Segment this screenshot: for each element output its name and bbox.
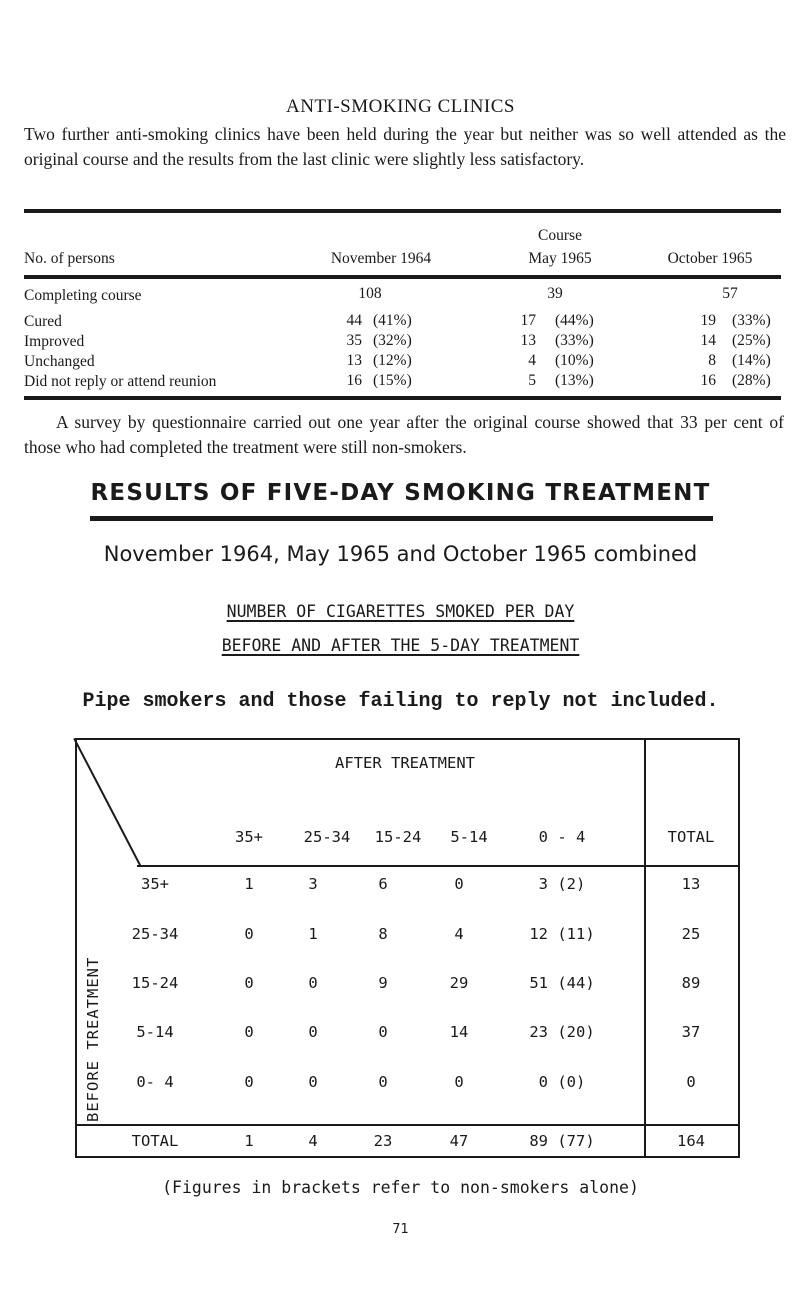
results-title-underline (90, 516, 713, 521)
matrix-cell: 1 (308, 925, 318, 943)
row-label-25-34: 25-34 (131, 925, 179, 943)
col-header-5-14: 5-14 (450, 828, 488, 846)
completing-may: 39 (547, 285, 563, 302)
matrix-top-border (75, 738, 740, 740)
total-row-cell: 89 (77) (529, 1132, 595, 1150)
unchanged-may-pct: (10%) (555, 352, 594, 369)
row-label-improved: Improved (24, 333, 85, 350)
matrix-cell: 0 (308, 1073, 318, 1091)
cured-oct-pct: (33%) (732, 312, 771, 329)
matrix-cell: 29 (449, 974, 469, 992)
brackets-footnote: (Figures in brackets refer to non-smokers alone) (162, 1178, 639, 1197)
cigarettes-heading-line2: BEFORE AND AFTER THE 5-DAY TREATMENT (221, 636, 580, 655)
matrix-corner-diagonal (74, 738, 141, 866)
improved-oct-pct: (25%) (732, 332, 771, 349)
matrix-cell: 8 (378, 925, 388, 943)
improved-may-pct: (33%) (555, 332, 594, 349)
noreply-may-pct: (13%) (555, 372, 594, 389)
matrix-cell: 0 (454, 875, 464, 893)
total-row-cell: 4 (308, 1132, 318, 1150)
matrix-header-divider (137, 865, 740, 867)
results-title: RESULTS OF FIVE-DAY SMOKING TREATMENT (90, 480, 711, 506)
noreply-nov-count: 16 (346, 372, 362, 389)
matrix-cell: 6 (378, 875, 388, 893)
cured-oct-count: 19 (700, 312, 716, 329)
cured-nov-count: 44 (346, 312, 362, 329)
col-header-0-4: 0 - 4 (538, 828, 586, 846)
unchanged-nov-pct: (12%) (373, 352, 412, 369)
col-header-total: TOTAL (667, 828, 715, 846)
header-rule (24, 275, 781, 279)
improved-nov-pct: (32%) (373, 332, 412, 349)
matrix-cell: 3 (2) (538, 875, 586, 893)
noreply-oct-pct: (28%) (732, 372, 771, 389)
matrix-cell: 12 (11) (529, 925, 595, 943)
intro-paragraph: Two further anti-smoking clinics have been held during the year but neither was so well attended as the original course and the results from the last clinic were slightly less satisfactory. (24, 124, 786, 169)
row-header-label: No. of persons (24, 250, 115, 267)
results-subtitle: November 1964, May 1965 and October 1965 combined (103, 542, 698, 566)
matrix-total-row-divider (75, 1124, 740, 1126)
column-header-oct-1965: October 1965 (667, 250, 753, 267)
improved-nov-count: 35 (346, 332, 362, 349)
matrix-cell: 51 (44) (529, 974, 595, 992)
completing-course-label: Completing course (24, 287, 142, 304)
row-label-35plus: 35+ (141, 875, 169, 893)
col-header-35plus: 35+ (235, 828, 263, 846)
row-total: 89 (681, 974, 701, 992)
matrix-cell: 0 (308, 1023, 318, 1041)
matrix-left-border (75, 738, 77, 1158)
course-results-table (0, 0, 801, 400)
cured-may-pct: (44%) (555, 312, 594, 329)
column-header-nov-1964: November 1964 (330, 250, 432, 267)
matrix-cell: 0 (454, 1073, 464, 1091)
matrix-cell: 9 (378, 974, 388, 992)
row-total: 25 (681, 925, 701, 943)
cigarettes-heading-line1: NUMBER OF CIGARETTES SMOKED PER DAY (226, 602, 575, 621)
col-header-15-24: 15-24 (374, 828, 422, 846)
exclusion-note: Pipe smokers and those failing to reply not included. (82, 690, 719, 713)
noreply-nov-pct: (15%) (373, 372, 412, 389)
total-row-cell: 47 (449, 1132, 469, 1150)
matrix-cell: 3 (308, 875, 318, 893)
after-treatment-label: AFTER TREATMENT (335, 754, 475, 772)
completing-oct: 57 (722, 285, 738, 302)
matrix-cell: 0 (0) (538, 1073, 586, 1091)
row-total: 0 (686, 1073, 696, 1091)
row-label-5-14: 5-14 (136, 1023, 174, 1041)
total-row-cell: 1 (244, 1132, 254, 1150)
matrix-cell: 14 (449, 1023, 469, 1041)
completing-nov: 108 (358, 285, 382, 302)
page-title: ANTI-SMOKING CLINICS (285, 96, 516, 117)
matrix-cell: 0 (244, 1073, 254, 1091)
row-label-cured: Cured (24, 313, 62, 330)
before-treatment-label: BEFORE TREATMENT (84, 956, 102, 1122)
matrix-cell: 0 (244, 925, 254, 943)
column-header-may-1965: May 1965 (528, 250, 592, 267)
total-row-cell: 23 (373, 1132, 393, 1150)
grand-total: 164 (677, 1132, 705, 1150)
row-label-unchanged: Unchanged (24, 353, 95, 370)
treatment-matrix-table (75, 738, 740, 1158)
matrix-bottom-border (75, 1156, 740, 1158)
matrix-cell: 0 (378, 1073, 388, 1091)
matrix-cell: 0 (244, 974, 254, 992)
matrix-right-border (738, 738, 740, 1158)
row-label-0-4: 0- 4 (136, 1073, 174, 1091)
cured-nov-pct: (41%) (373, 312, 412, 329)
noreply-oct-count: 16 (700, 372, 716, 389)
matrix-cell: 4 (454, 925, 464, 943)
page-number: 71 (392, 1222, 409, 1237)
improved-may-count: 13 (520, 332, 536, 349)
unchanged-may-count: 4 (528, 352, 536, 369)
cured-may-count: 17 (520, 312, 536, 329)
matrix-cell: 0 (378, 1023, 388, 1041)
improved-oct-count: 14 (700, 332, 716, 349)
row-total: 37 (681, 1023, 701, 1041)
unchanged-oct-count: 8 (708, 352, 716, 369)
noreply-may-count: 5 (528, 372, 536, 389)
matrix-cell: 23 (20) (529, 1023, 595, 1041)
matrix-cell: 0 (244, 1023, 254, 1041)
unchanged-oct-pct: (14%) (732, 352, 771, 369)
row-label-15-24: 15-24 (131, 974, 179, 992)
survey-paragraph: A survey by questionnaire carried out one year after the original course showed that 33 per cent of those who had completed the treatment were still non-smokers. (24, 412, 784, 457)
col-header-25-34: 25-34 (303, 828, 351, 846)
matrix-total-divider (644, 738, 646, 1158)
total-row-label: TOTAL (131, 1132, 179, 1150)
matrix-cell: 0 (308, 974, 318, 992)
matrix-cell: 1 (244, 875, 254, 893)
row-total: 13 (681, 875, 701, 893)
row-label-did-not-reply: Did not reply or attend reunion (24, 373, 217, 390)
unchanged-nov-count: 13 (346, 352, 362, 369)
course-label: Course (538, 227, 582, 244)
table-bottom-rule (24, 396, 781, 400)
table-top-rule (24, 209, 781, 213)
